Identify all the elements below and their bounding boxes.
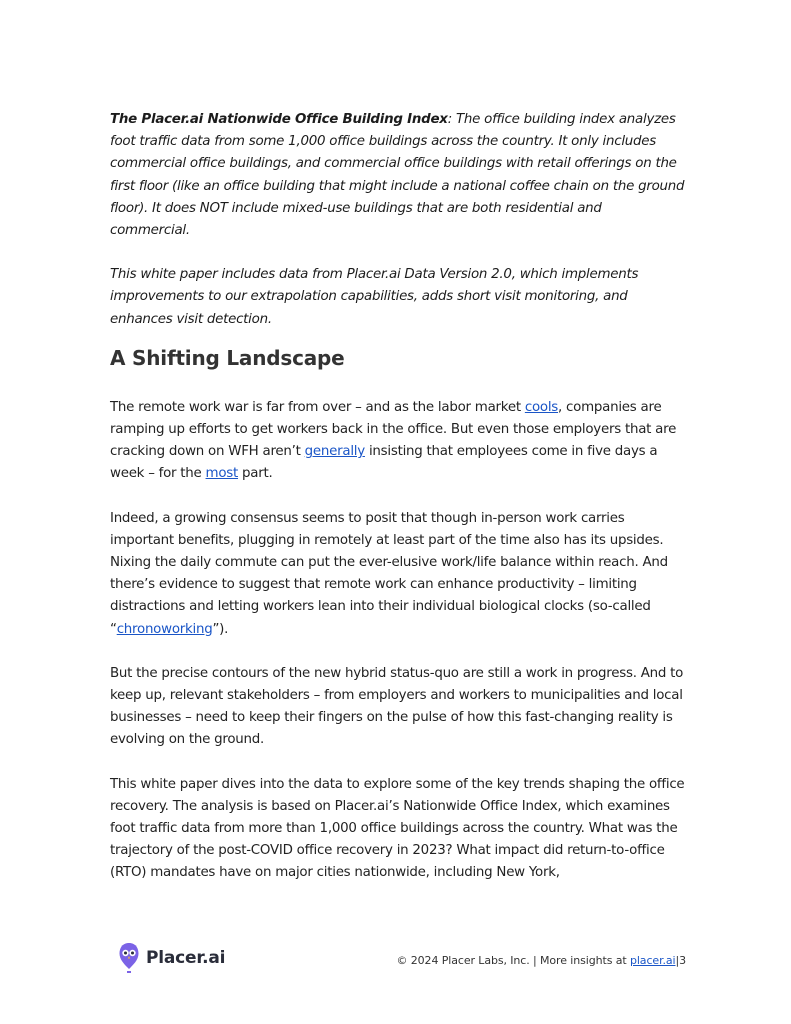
copyright-text: © 2024 Placer Labs, Inc. | More insights at xyxy=(396,954,630,967)
placer-owl-icon xyxy=(118,942,140,974)
paragraph-1 xyxy=(110,397,685,486)
paragraph-4: This white paper dives into the data to explore some of the key trends shaping the office recovery. The analysis is based on Placer.ai’s Nationwide Office Index, which examines foot traffic data from more than 1,000 office buildings across the country. What was the trajectory of the post-COVID office recovery in 2023? What impact did return-to-office (RTO) mandates have on major cities nationwide, including New York, xyxy=(110,776,685,881)
generally-link[interactable]: generally xyxy=(304,444,365,460)
placer-logo xyxy=(118,942,225,974)
page-content xyxy=(110,109,685,885)
index-note-text: : The office building index analyzes foot traffic data from some 1,000 office buildings across the country. It only includes commercial office buildings, and commercial office buildings with retail offerings on the first floor (like an office building that might include a national coffee chain on the ground floor). It does NOT include mixed-use buildings that are both residential and commercial. xyxy=(110,112,685,239)
footer-copyright xyxy=(396,954,686,967)
cools-link[interactable]: cools xyxy=(524,399,559,415)
paragraph-2-text-b: ”). xyxy=(212,621,229,637)
placer-site-link[interactable]: placer.ai xyxy=(629,954,676,967)
chronoworking-link[interactable]: chronoworking xyxy=(116,621,213,637)
paragraph-1-text-d: part. xyxy=(238,466,273,482)
most-link[interactable]: most xyxy=(205,466,239,482)
paragraph-3: But the precise contours of the new hybrid status-quo are still a work in progress. And to keep up, relevant stakeholders – from employers and workers to municipalities and local businesses – need to keep their fingers on the pulse of how this fast-changing reality is evolving on the ground. xyxy=(110,665,684,748)
page-footer xyxy=(118,940,688,976)
paragraph-1-text-c: insisting that employees come in five days a week – for the xyxy=(110,444,658,482)
index-note-label: The Placer.ai Nationwide Office Building Index xyxy=(110,112,448,127)
placer-logo-text: Placer.ai xyxy=(146,948,226,968)
paragraph-1-text-b: , companies are ramping up efforts to get workers back in the office. But even those employers that are cracking down on WFH aren’t xyxy=(110,399,677,460)
data-version-note: This white paper includes data from Placer.ai Data Version 2.0, which implements improvements to our extrapolation capabilities, adds short visit monitoring, and enhances visit detection. xyxy=(110,267,639,327)
paragraph-1-text-a: The remote work war is far from over – and as the labor market xyxy=(110,399,525,415)
page-number: 3 xyxy=(679,954,686,967)
paragraph-2 xyxy=(110,508,685,641)
index-note xyxy=(110,109,685,242)
section-heading: A Shifting Landscape xyxy=(110,345,345,370)
footer-separator: | xyxy=(675,954,680,967)
paragraph-2-text-a: Indeed, a growing consensus seems to posit that though in-person work carries important benefits, plugging in remotely at least part of the time also has its upsides. Nixing the daily commute can put the ever-elusive work/life balance within reach. And there’s evidence to suggest that remote work can enhance productivity – limiting distractions and letting workers lean into their individual biological clocks (so-called “ xyxy=(110,510,668,637)
